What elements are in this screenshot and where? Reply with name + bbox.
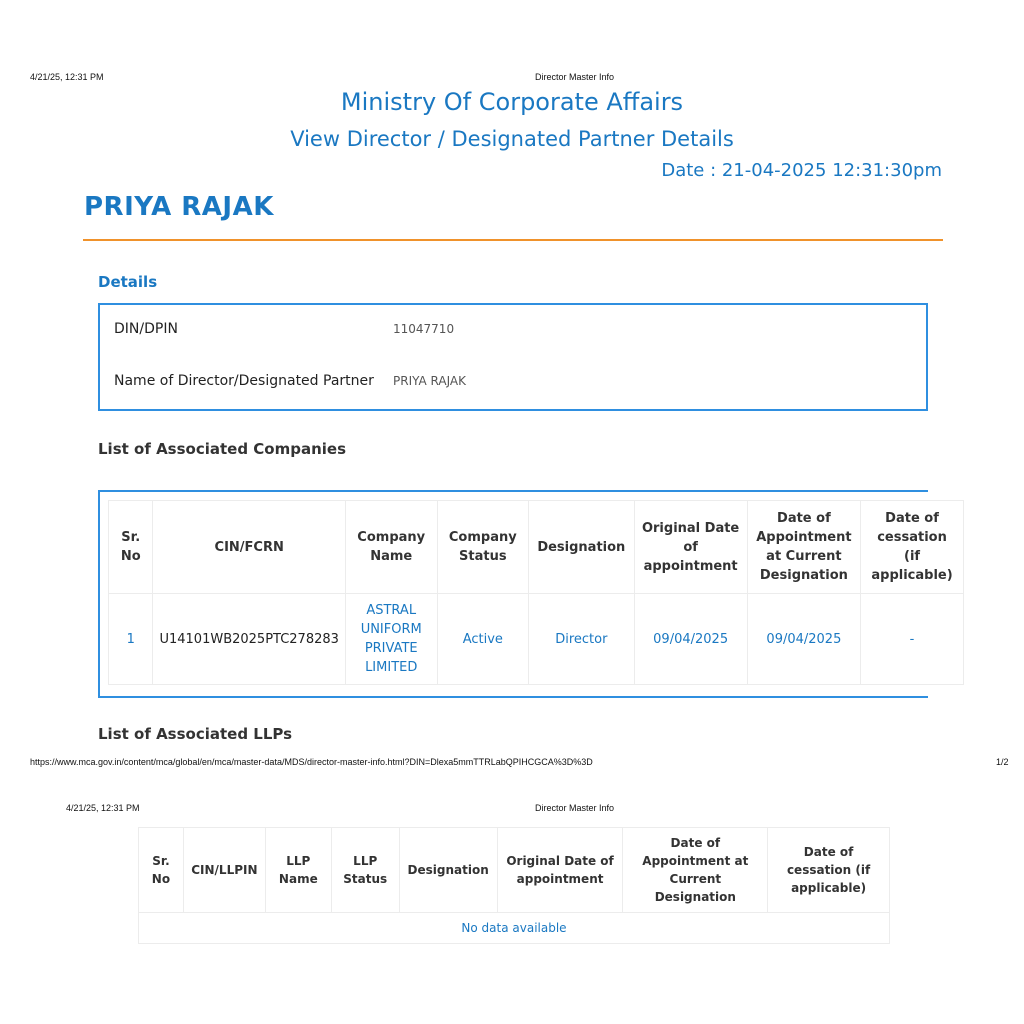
llp-col-designation: Designation [399,828,497,913]
cell-designation: Director [529,594,634,685]
llp-empty-row [139,913,890,944]
ministry-title: Ministry Of Corporate Affairs [340,88,684,116]
cell-company-name-link[interactable]: ASTRAL UNIFORM PRIVATE LIMITED [345,594,437,685]
col-current-date: Date of Appointment at Current Designation [747,501,860,594]
divider [83,239,943,241]
director-name: PRIYA RAJAK [84,192,274,222]
col-sr: Sr. No [109,501,153,594]
table-row [109,594,964,685]
llp-col-cin: CIN/LLPIN [183,828,265,913]
col-company-name: Company Name [345,501,437,594]
llp-col-cessation: Date of cessation (if applicable) [768,828,890,913]
llp-col-current-date: Date of Appointment at Current Designation [623,828,768,913]
table-header-row [109,501,964,594]
col-company-status: Company Status [437,501,529,594]
llp-col-sr: Sr. No [139,828,184,913]
din-label: DIN/DPIN [114,321,178,337]
cell-company-status: Active [437,594,529,685]
col-cessation: Date of cessation (if applicable) [861,501,964,594]
no-data-message: No data available [139,913,890,944]
print-page-number: 1/2 [996,757,1009,767]
companies-heading: List of Associated Companies [98,440,347,458]
cell-cessation: - [861,594,964,685]
llp-col-status: LLP Status [331,828,399,913]
print-timestamp: 4/21/25, 12:31 PM [30,72,104,82]
llp-col-original-date: Original Date of appointment [497,828,623,913]
llp-col-name: LLP Name [265,828,331,913]
col-cin: CIN/FCRN [153,501,345,594]
print-title: Director Master Info [535,72,615,82]
cell-sr: 1 [109,594,153,685]
cell-current-date: 09/04/2025 [747,594,860,685]
print-url: https://www.mca.gov.in/content/mca/global/en/mca/master-data/MDS/director-master-info.html?DIN=Dlexa5mmTTRLabQPIHCGCA%3D%3D [30,757,593,767]
page-subtitle: View Director / Designated Partner Details [290,127,734,151]
din-value: 11047710 [393,322,455,336]
col-designation: Designation [529,501,634,594]
companies-table [108,500,964,685]
print-title-page2: Director Master Info [535,803,615,813]
name-value: PRIYA RAJAK [393,374,467,388]
report-date: Date : 21-04-2025 12:31:30pm [661,160,942,181]
details-box [98,303,928,411]
print-timestamp-page2: 4/21/25, 12:31 PM [66,803,140,813]
details-heading: Details [98,273,158,291]
name-label: Name of Director/Designated Partner [114,373,374,389]
col-original-date: Original Date of appointment [634,501,747,594]
cell-original-date: 09/04/2025 [634,594,747,685]
llps-table [138,827,890,944]
llp-header-row [139,828,890,913]
llps-heading: List of Associated LLPs [98,725,293,743]
cell-cin: U14101WB2025PTC278283 [153,594,345,685]
